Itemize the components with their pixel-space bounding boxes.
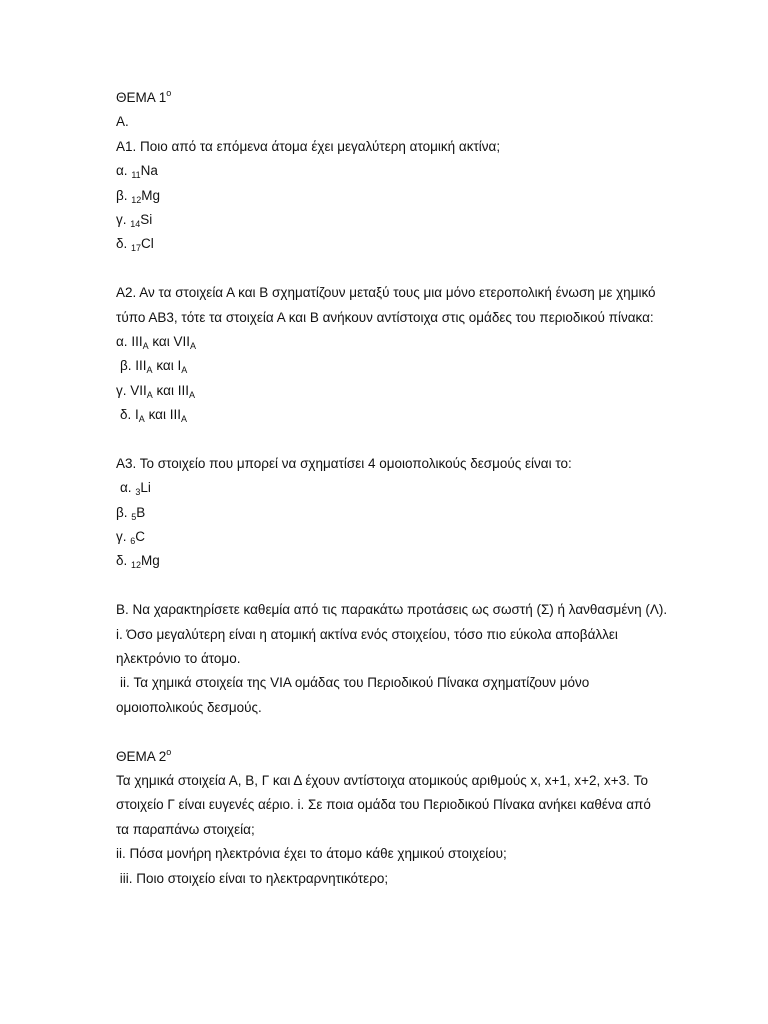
a1-option-b: β. $_{12}$Mg — [116, 187, 161, 205]
a2-option-a: α. $III_A$ και $VII_A$ — [116, 333, 197, 351]
question-a1: Α1. Ποιο από τα επόμενα άτομα έχει μεγαλύτερη ατομική ακτίνα; — [116, 138, 501, 154]
a3-option-d: δ. $_{12}$Mg — [116, 553, 160, 571]
a2-option-b: β. $III_A$ και $I_A$ — [120, 358, 188, 376]
theme2-line1: Τα χημικά στοιχεία Α, Β, Γ και Δ έχουν αντίστοιχα ατομικούς αριθμούς x, x+1, x+2, x+3. Το — [116, 772, 648, 788]
a2-option-d: δ. $I_A$ και $III_A$ — [120, 407, 187, 425]
document-page — [116, 86, 668, 891]
section-b-i-line1: i. Όσο μεγαλύτερη είναι η ατομική ακτίνα ενός στοιχείου, τόσο πιο εύκολα αποβάλλει — [116, 626, 618, 642]
section-b-intro: Β. Να χαρακτηρίσετε καθεμία από τις παρακάτω προτάσεις ως σωστή (Σ) ή λανθασμένη (Λ). — [116, 602, 668, 618]
question-a2-line1: Α2. Αν τα στοιχεία Α και Β σχηματίζουν μεταξύ τους μια μόνο ετεροπολική ένωση με χημικό — [116, 285, 656, 301]
theme1-title: ΘΕΜΑ $1^o$ — [116, 88, 172, 105]
a3-option-c: γ. $_6$C — [116, 529, 146, 547]
theme2-line3: τα παραπάνω στοιχεία; — [116, 821, 255, 837]
section-a-heading: Α. — [116, 114, 129, 130]
theme2-title: ΘΕΜΑ $2^o$ — [116, 746, 172, 764]
section-b-ii-line2: ομοιοπολικούς δεσμούς. — [116, 699, 262, 715]
a1-option-c: γ. $_{14}$Si — [116, 211, 153, 229]
theme2-line4: ii. Πόσα μονήρη ηλεκτρόνια έχει το άτομο κάθε χημικού στοιχείου; — [116, 846, 507, 862]
question-a3: Α3. Το στοιχείο που μπορεί να σχηματίσει 4 ομοιοπολικούς δεσμούς είναι το: — [116, 455, 572, 471]
question-a2-line2: τύπο ΑΒ3, τότε τα στοιχεία Α και Β ανήκουν αντίστοιχα στις ομάδες του περιοδικού πίνακα: — [116, 309, 654, 325]
a3-option-b: β. $_5$B — [116, 504, 146, 522]
a1-option-a: α. $_{11}$Na — [116, 163, 158, 181]
theme2-line2: στοιχείο Γ είναι ευγενές αέριο. i. Σε ποια ομάδα του Περιοδικού Πίνακα ανήκει καθένα από — [116, 797, 651, 813]
a2-option-c: γ. $VII_A$ και $III_A$ — [116, 382, 195, 400]
section-b-ii-line1: ii. Τα χημικά στοιχεία της VIA ομάδας του Περιοδικού Πίνακα σχηματίζουν μόνο — [120, 675, 590, 691]
theme2-line5: iii. Ποιο στοιχείο είναι το ηλεκτραρνητικότερο; — [116, 870, 389, 886]
section-b-i-line2: ηλεκτρόνιο το άτομο. — [116, 650, 241, 666]
a1-option-d: δ. $_{17}$Cl — [116, 236, 154, 254]
a3-option-a: α. $_3$Li — [120, 480, 151, 498]
